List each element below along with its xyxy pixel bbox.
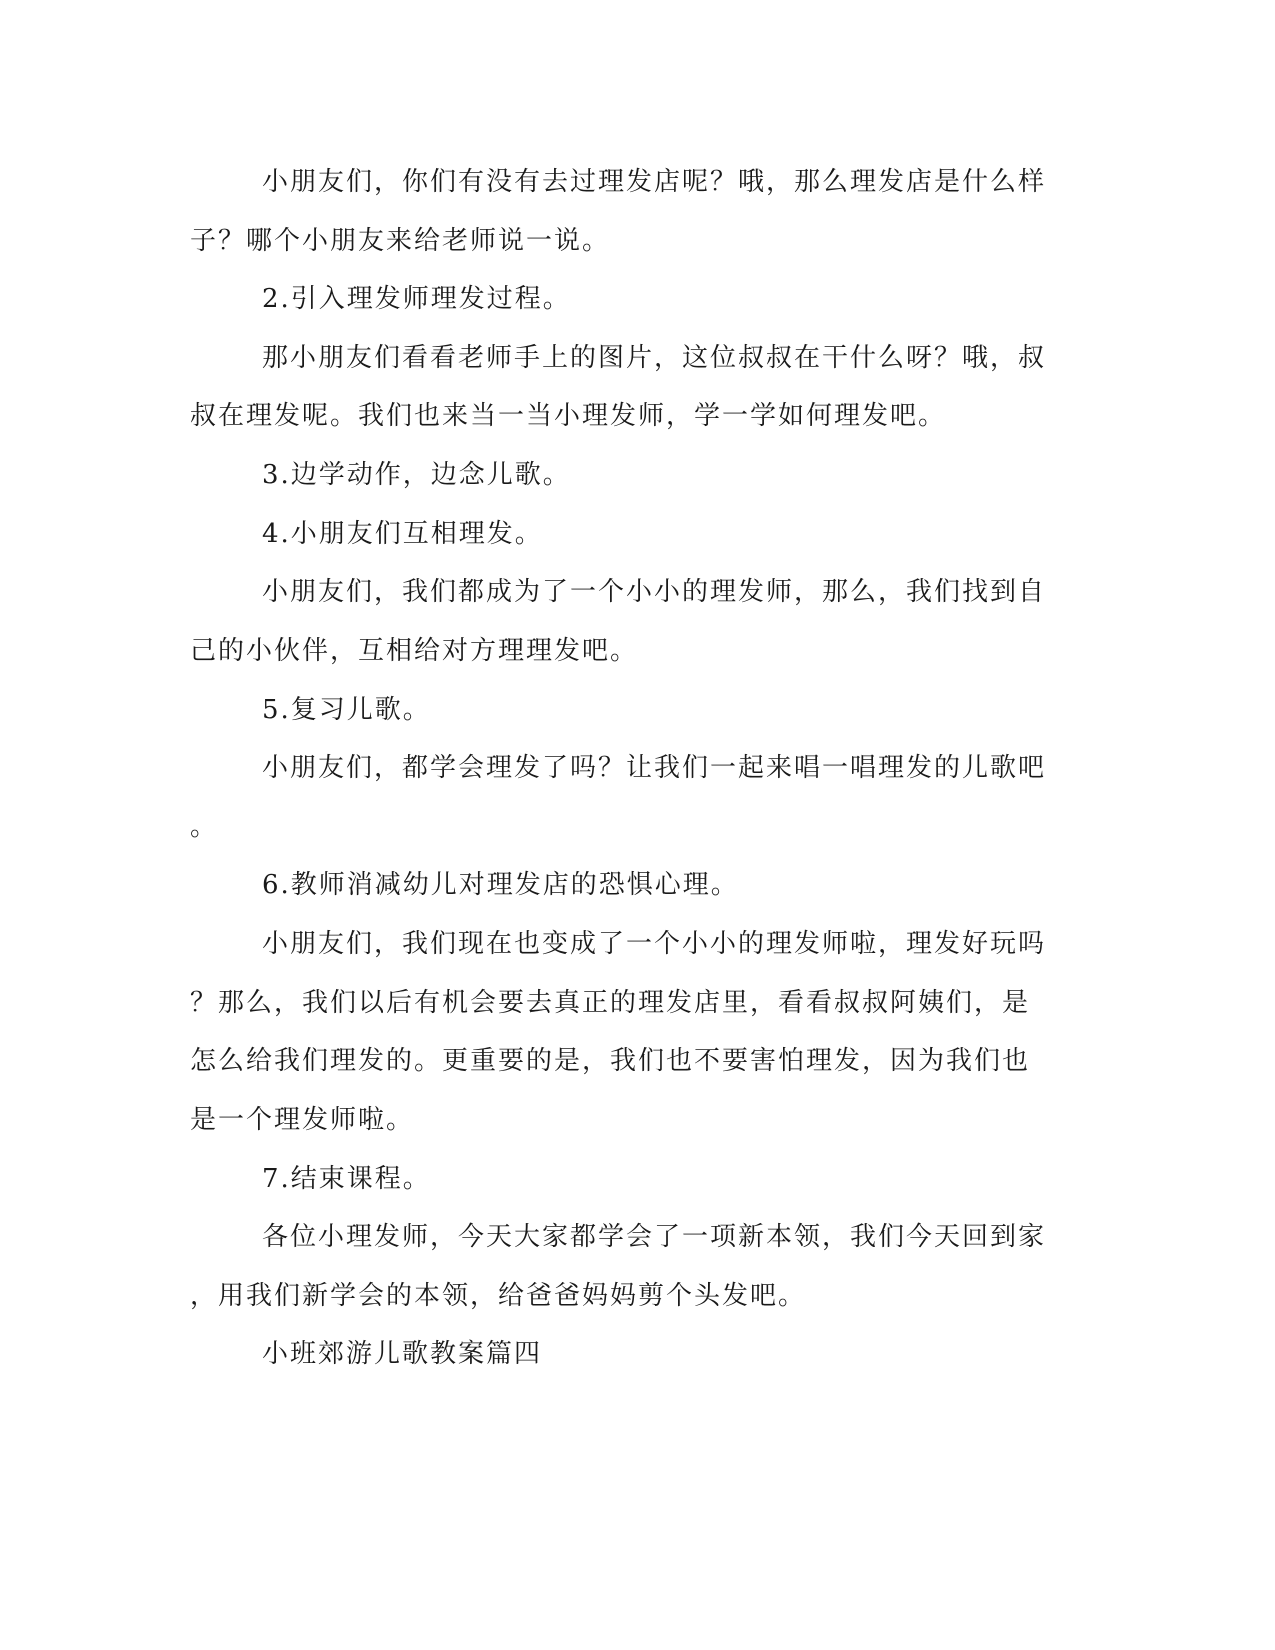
- paragraph-line: 那小朋友们看看老师手上的图片，这位叔叔在干什么呀？哦，叔: [262, 343, 1047, 373]
- paragraph-line: 叔在理发呢。我们也来当一当小理发师，学一学如何理发吧。: [190, 401, 947, 431]
- paragraph-line: 小朋友们，你们有没有去过理发店呢？哦，那么理发店是什么样: [262, 167, 1047, 197]
- paragraph-line: 子？哪个小朋友来给老师说一说。: [190, 226, 611, 256]
- paragraph-line: 小朋友们，都学会理发了吗？让我们一起来唱一唱理发的儿歌吧: [262, 753, 1047, 783]
- paragraph-line: 各位小理发师，今天大家都学会了一项新本领，我们今天回到家: [262, 1222, 1047, 1252]
- paragraph-line: 己的小伙伴，互相给对方理理发吧。: [190, 636, 639, 666]
- paragraph-line: 小朋友们，我们都成为了一个小小的理发师，那么，我们找到自: [262, 577, 1047, 607]
- section-heading: 3.边学动作，边念儿歌。: [262, 460, 571, 490]
- paragraph-line: ，用我们新学会的本领，给爸爸妈妈剪个头发吧。: [190, 1281, 807, 1311]
- paragraph-line: ？那么，我们以后有机会要去真正的理发店里，看看叔叔阿姨们，是: [190, 988, 1031, 1018]
- paragraph-line: 怎么给我们理发的。更重要的是，我们也不要害怕理发，因为我们也: [190, 1046, 1031, 1076]
- paragraph-line: 。: [190, 812, 219, 842]
- section-heading: 4.小朋友们互相理发。: [262, 519, 543, 549]
- section-heading: 7.结束课程。: [262, 1164, 431, 1194]
- paragraph-line: 小朋友们，我们现在也变成了一个小小的理发师啦，理发好玩吗: [262, 929, 1047, 959]
- section-title: 小班郊游儿歌教案篇四: [262, 1339, 543, 1369]
- section-heading: 5.复习儿歌。: [262, 695, 431, 725]
- paragraph-line: 是一个理发师啦。: [190, 1105, 415, 1135]
- section-heading: 6.教师消减幼儿对理发店的恐惧心理。: [262, 870, 739, 900]
- section-heading: 2.引入理发师理发过程。: [262, 284, 571, 314]
